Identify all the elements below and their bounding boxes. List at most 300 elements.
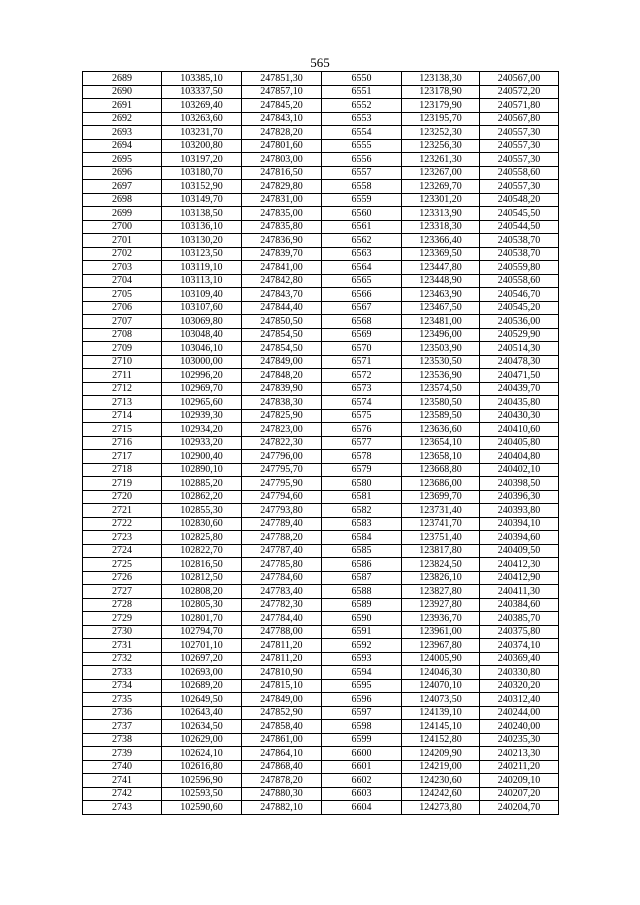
point-number-a-cell: 2706 [83,301,162,315]
point-number-b-cell: 6586 [322,558,402,572]
x-coordinate-b-cell: 123252,30 [402,126,480,140]
y-coordinate-a-cell: 247848,20 [242,369,322,383]
table-row [83,342,559,356]
y-coordinate-a-cell: 247789,40 [242,517,322,531]
point-number-a-cell: 2716 [83,436,162,450]
x-coordinate-b-cell: 123467,50 [402,301,480,315]
x-coordinate-b-cell: 123699,70 [402,490,480,504]
x-coordinate-a-cell: 102862,20 [162,490,242,504]
table-row [83,369,559,383]
y-coordinate-a-cell: 247801,60 [242,139,322,153]
point-number-b-cell: 6569 [322,328,402,342]
x-coordinate-a-cell: 102825,80 [162,531,242,545]
point-number-b-cell: 6563 [322,247,402,261]
point-number-b-cell: 6561 [322,220,402,234]
y-coordinate-a-cell: 247793,80 [242,504,322,518]
y-coordinate-b-cell: 240235,30 [480,733,559,747]
y-coordinate-a-cell: 247841,00 [242,261,322,275]
x-coordinate-b-cell: 124145,10 [402,720,480,734]
y-coordinate-a-cell: 247880,30 [242,787,322,801]
table-row [83,679,559,693]
point-number-b-cell: 6577 [322,436,402,450]
x-coordinate-b-cell: 123574,50 [402,382,480,396]
point-number-b-cell: 6574 [322,396,402,410]
table-row [83,328,559,342]
table-row [83,112,559,126]
y-coordinate-b-cell: 240240,00 [480,720,559,734]
x-coordinate-b-cell: 123448,90 [402,274,480,288]
y-coordinate-a-cell: 247783,40 [242,585,322,599]
point-number-a-cell: 2690 [83,85,162,99]
point-number-a-cell: 2739 [83,747,162,761]
point-number-b-cell: 6562 [322,234,402,248]
x-coordinate-b-cell: 123580,50 [402,396,480,410]
y-coordinate-b-cell: 240548,20 [480,193,559,207]
x-coordinate-a-cell: 102624,10 [162,747,242,761]
point-number-b-cell: 6559 [322,193,402,207]
point-number-b-cell: 6553 [322,112,402,126]
y-coordinate-b-cell: 240538,70 [480,247,559,261]
x-coordinate-b-cell: 123301,20 [402,193,480,207]
point-number-b-cell: 6580 [322,477,402,491]
table-row [83,801,559,815]
x-coordinate-b-cell: 123967,80 [402,639,480,653]
point-number-a-cell: 2738 [83,733,162,747]
point-number-a-cell: 2694 [83,139,162,153]
x-coordinate-a-cell: 103337,50 [162,85,242,99]
table-row [83,153,559,167]
x-coordinate-b-cell: 123826,10 [402,571,480,585]
x-coordinate-b-cell: 124209,90 [402,747,480,761]
point-number-a-cell: 2710 [83,355,162,369]
point-number-a-cell: 2701 [83,234,162,248]
point-number-b-cell: 6571 [322,355,402,369]
point-number-a-cell: 2731 [83,639,162,653]
y-coordinate-b-cell: 240207,20 [480,787,559,801]
point-number-a-cell: 2736 [83,706,162,720]
y-coordinate-b-cell: 240559,80 [480,261,559,275]
x-coordinate-b-cell: 123731,40 [402,504,480,518]
point-number-a-cell: 2719 [83,477,162,491]
y-coordinate-b-cell: 240209,10 [480,774,559,788]
y-coordinate-b-cell: 240558,60 [480,166,559,180]
x-coordinate-b-cell: 123481,00 [402,315,480,329]
x-coordinate-b-cell: 123751,40 [402,531,480,545]
x-coordinate-a-cell: 103048,40 [162,328,242,342]
point-number-a-cell: 2689 [83,72,162,86]
point-number-b-cell: 6573 [322,382,402,396]
y-coordinate-b-cell: 240411,30 [480,585,559,599]
point-number-b-cell: 6560 [322,207,402,221]
point-number-a-cell: 2709 [83,342,162,356]
y-coordinate-a-cell: 247815,10 [242,679,322,693]
y-coordinate-b-cell: 240514,30 [480,342,559,356]
x-coordinate-a-cell: 102934,20 [162,423,242,437]
table-row [83,234,559,248]
point-number-b-cell: 6593 [322,652,402,666]
table-row [83,382,559,396]
y-coordinate-a-cell: 247788,00 [242,625,322,639]
y-coordinate-b-cell: 240572,20 [480,85,559,99]
x-coordinate-b-cell: 123269,70 [402,180,480,194]
x-coordinate-a-cell: 102969,70 [162,382,242,396]
x-coordinate-a-cell: 102697,20 [162,652,242,666]
y-coordinate-a-cell: 247795,90 [242,477,322,491]
y-coordinate-a-cell: 247803,00 [242,153,322,167]
x-coordinate-a-cell: 103130,20 [162,234,242,248]
point-number-a-cell: 2743 [83,801,162,815]
x-coordinate-a-cell: 103149,70 [162,193,242,207]
x-coordinate-b-cell: 123256,30 [402,139,480,153]
y-coordinate-a-cell: 247831,00 [242,193,322,207]
point-number-a-cell: 2733 [83,666,162,680]
y-coordinate-b-cell: 240375,80 [480,625,559,639]
y-coordinate-a-cell: 247857,10 [242,85,322,99]
table-row [83,288,559,302]
x-coordinate-a-cell: 103046,10 [162,342,242,356]
y-coordinate-b-cell: 240536,00 [480,315,559,329]
x-coordinate-b-cell: 123179,90 [402,99,480,113]
point-number-a-cell: 2718 [83,463,162,477]
x-coordinate-b-cell: 124230,60 [402,774,480,788]
table-row [83,625,559,639]
point-number-a-cell: 2714 [83,409,162,423]
y-coordinate-a-cell: 247839,90 [242,382,322,396]
point-number-b-cell: 6552 [322,99,402,113]
point-number-b-cell: 6550 [322,72,402,86]
x-coordinate-a-cell: 103107,60 [162,301,242,315]
x-coordinate-a-cell: 102812,50 [162,571,242,585]
y-coordinate-b-cell: 240405,80 [480,436,559,450]
point-number-b-cell: 6589 [322,598,402,612]
y-coordinate-a-cell: 247854,50 [242,342,322,356]
point-number-a-cell: 2711 [83,369,162,383]
point-number-a-cell: 2703 [83,261,162,275]
y-coordinate-a-cell: 247843,10 [242,112,322,126]
table-row [83,436,559,450]
table-row [83,99,559,113]
table-row [83,585,559,599]
y-coordinate-b-cell: 240374,10 [480,639,559,653]
y-coordinate-b-cell: 240394,10 [480,517,559,531]
y-coordinate-b-cell: 240478,30 [480,355,559,369]
table-row [83,261,559,275]
y-coordinate-b-cell: 240394,60 [480,531,559,545]
table-row [83,166,559,180]
x-coordinate-a-cell: 102805,30 [162,598,242,612]
y-coordinate-a-cell: 247861,00 [242,733,322,747]
y-coordinate-b-cell: 240557,30 [480,126,559,140]
x-coordinate-b-cell: 123267,00 [402,166,480,180]
y-coordinate-b-cell: 240330,80 [480,666,559,680]
y-coordinate-b-cell: 240557,30 [480,153,559,167]
table-row [83,477,559,491]
x-coordinate-b-cell: 123658,10 [402,450,480,464]
x-coordinate-b-cell: 123824,50 [402,558,480,572]
y-coordinate-b-cell: 240435,80 [480,396,559,410]
x-coordinate-a-cell: 102830,60 [162,517,242,531]
table-row [83,720,559,734]
point-number-b-cell: 6582 [322,504,402,518]
table-row [83,423,559,437]
y-coordinate-a-cell: 247829,80 [242,180,322,194]
x-coordinate-a-cell: 102794,70 [162,625,242,639]
coordinates-table-body [83,72,559,815]
x-coordinate-a-cell: 103385,10 [162,72,242,86]
point-number-b-cell: 6598 [322,720,402,734]
x-coordinate-a-cell: 103269,40 [162,99,242,113]
point-number-b-cell: 6568 [322,315,402,329]
point-number-b-cell: 6554 [322,126,402,140]
x-coordinate-a-cell: 102693,00 [162,666,242,680]
point-number-b-cell: 6558 [322,180,402,194]
x-coordinate-b-cell: 123261,30 [402,153,480,167]
point-number-b-cell: 6594 [322,666,402,680]
table-row [83,531,559,545]
x-coordinate-b-cell: 123654,10 [402,436,480,450]
y-coordinate-b-cell: 240545,50 [480,207,559,221]
point-number-b-cell: 6556 [322,153,402,167]
x-coordinate-a-cell: 102616,80 [162,760,242,774]
point-number-a-cell: 2724 [83,544,162,558]
x-coordinate-b-cell: 124219,00 [402,760,480,774]
y-coordinate-a-cell: 247868,40 [242,760,322,774]
x-coordinate-a-cell: 102634,50 [162,720,242,734]
point-number-b-cell: 6588 [322,585,402,599]
point-number-b-cell: 6555 [322,139,402,153]
x-coordinate-a-cell: 102816,50 [162,558,242,572]
x-coordinate-b-cell: 123927,80 [402,598,480,612]
table-row [83,504,559,518]
y-coordinate-b-cell: 240571,80 [480,99,559,113]
point-number-b-cell: 6579 [322,463,402,477]
table-row [83,193,559,207]
x-coordinate-a-cell: 102593,50 [162,787,242,801]
y-coordinate-a-cell: 247839,70 [242,247,322,261]
table-row [83,666,559,680]
x-coordinate-a-cell: 103123,50 [162,247,242,261]
x-coordinate-a-cell: 102808,20 [162,585,242,599]
table-row [83,207,559,221]
x-coordinate-b-cell: 123668,80 [402,463,480,477]
x-coordinate-a-cell: 103231,70 [162,126,242,140]
x-coordinate-a-cell: 103197,20 [162,153,242,167]
x-coordinate-b-cell: 123936,70 [402,612,480,626]
point-number-a-cell: 2708 [83,328,162,342]
y-coordinate-a-cell: 247851,30 [242,72,322,86]
point-number-a-cell: 2704 [83,274,162,288]
y-coordinate-b-cell: 240567,80 [480,112,559,126]
x-coordinate-a-cell: 102596,90 [162,774,242,788]
point-number-a-cell: 2691 [83,99,162,113]
table-row [83,355,559,369]
x-coordinate-a-cell: 102996,20 [162,369,242,383]
x-coordinate-b-cell: 123686,00 [402,477,480,491]
y-coordinate-a-cell: 247864,10 [242,747,322,761]
y-coordinate-a-cell: 247811,20 [242,639,322,653]
y-coordinate-b-cell: 240529,90 [480,328,559,342]
point-number-b-cell: 6590 [322,612,402,626]
table-row [83,301,559,315]
x-coordinate-b-cell: 123138,30 [402,72,480,86]
point-number-b-cell: 6603 [322,787,402,801]
x-coordinate-b-cell: 123817,80 [402,544,480,558]
point-number-a-cell: 2692 [83,112,162,126]
x-coordinate-a-cell: 102933,20 [162,436,242,450]
y-coordinate-b-cell: 240546,70 [480,288,559,302]
x-coordinate-a-cell: 102965,60 [162,396,242,410]
y-coordinate-b-cell: 240312,40 [480,693,559,707]
point-number-a-cell: 2705 [83,288,162,302]
y-coordinate-a-cell: 247811,20 [242,652,322,666]
x-coordinate-a-cell: 103000,00 [162,355,242,369]
y-coordinate-a-cell: 247796,00 [242,450,322,464]
y-coordinate-a-cell: 247784,40 [242,612,322,626]
table-row [83,652,559,666]
x-coordinate-b-cell: 123178,90 [402,85,480,99]
x-coordinate-b-cell: 123961,00 [402,625,480,639]
point-number-b-cell: 6581 [322,490,402,504]
x-coordinate-b-cell: 124242,60 [402,787,480,801]
x-coordinate-a-cell: 102590,60 [162,801,242,815]
y-coordinate-b-cell: 240244,00 [480,706,559,720]
y-coordinate-a-cell: 247843,70 [242,288,322,302]
point-number-b-cell: 6599 [322,733,402,747]
point-number-b-cell: 6564 [322,261,402,275]
x-coordinate-b-cell: 123827,80 [402,585,480,599]
y-coordinate-a-cell: 247794,60 [242,490,322,504]
x-coordinate-b-cell: 123369,50 [402,247,480,261]
point-number-a-cell: 2700 [83,220,162,234]
y-coordinate-a-cell: 247835,00 [242,207,322,221]
table-row [83,733,559,747]
table-row [83,612,559,626]
x-coordinate-b-cell: 123463,90 [402,288,480,302]
y-coordinate-a-cell: 247825,90 [242,409,322,423]
x-coordinate-a-cell: 102629,00 [162,733,242,747]
y-coordinate-a-cell: 247795,70 [242,463,322,477]
y-coordinate-a-cell: 247836,90 [242,234,322,248]
point-number-a-cell: 2730 [83,625,162,639]
y-coordinate-b-cell: 240213,30 [480,747,559,761]
y-coordinate-a-cell: 247849,00 [242,355,322,369]
y-coordinate-a-cell: 247854,50 [242,328,322,342]
x-coordinate-a-cell: 103136,10 [162,220,242,234]
x-coordinate-b-cell: 124070,10 [402,679,480,693]
point-number-b-cell: 6567 [322,301,402,315]
table-row [83,693,559,707]
page-number: 565 [310,55,330,70]
table-row [83,598,559,612]
table-row [83,490,559,504]
y-coordinate-b-cell: 240557,30 [480,139,559,153]
table-row [83,315,559,329]
point-number-b-cell: 6576 [322,423,402,437]
y-coordinate-a-cell: 247828,20 [242,126,322,140]
table-row [83,274,559,288]
point-number-b-cell: 6572 [322,369,402,383]
table-row [83,639,559,653]
y-coordinate-a-cell: 247787,40 [242,544,322,558]
point-number-a-cell: 2721 [83,504,162,518]
x-coordinate-a-cell: 102649,50 [162,693,242,707]
point-number-b-cell: 6583 [322,517,402,531]
x-coordinate-b-cell: 124139,10 [402,706,480,720]
y-coordinate-b-cell: 240545,20 [480,301,559,315]
x-coordinate-a-cell: 102890,10 [162,463,242,477]
table-row [83,558,559,572]
y-coordinate-b-cell: 240393,80 [480,504,559,518]
point-number-b-cell: 6551 [322,85,402,99]
point-number-a-cell: 2702 [83,247,162,261]
point-number-b-cell: 6602 [322,774,402,788]
point-number-b-cell: 6575 [322,409,402,423]
point-number-a-cell: 2740 [83,760,162,774]
x-coordinate-b-cell: 123503,90 [402,342,480,356]
y-coordinate-b-cell: 240320,20 [480,679,559,693]
point-number-a-cell: 2696 [83,166,162,180]
x-coordinate-a-cell: 102939,30 [162,409,242,423]
y-coordinate-b-cell: 240204,70 [480,801,559,815]
point-number-a-cell: 2723 [83,531,162,545]
x-coordinate-b-cell: 124152,80 [402,733,480,747]
x-coordinate-a-cell: 103069,80 [162,315,242,329]
y-coordinate-a-cell: 247850,50 [242,315,322,329]
x-coordinate-a-cell: 102801,70 [162,612,242,626]
x-coordinate-a-cell: 102885,20 [162,477,242,491]
table-row [83,409,559,423]
x-coordinate-a-cell: 102701,10 [162,639,242,653]
table-row [83,463,559,477]
point-number-a-cell: 2735 [83,693,162,707]
point-number-b-cell: 6585 [322,544,402,558]
x-coordinate-a-cell: 102643,40 [162,706,242,720]
y-coordinate-a-cell: 247816,50 [242,166,322,180]
point-number-b-cell: 6587 [322,571,402,585]
y-coordinate-b-cell: 240396,30 [480,490,559,504]
y-coordinate-a-cell: 247838,30 [242,396,322,410]
point-number-a-cell: 2722 [83,517,162,531]
table-row [83,747,559,761]
point-number-b-cell: 6597 [322,706,402,720]
y-coordinate-a-cell: 247782,30 [242,598,322,612]
point-number-a-cell: 2729 [83,612,162,626]
point-number-a-cell: 2699 [83,207,162,221]
y-coordinate-b-cell: 240430,30 [480,409,559,423]
y-coordinate-a-cell: 247835,80 [242,220,322,234]
y-coordinate-a-cell: 247810,90 [242,666,322,680]
y-coordinate-a-cell: 247844,40 [242,301,322,315]
table-row [83,571,559,585]
point-number-a-cell: 2734 [83,679,162,693]
x-coordinate-a-cell: 103113,10 [162,274,242,288]
x-coordinate-a-cell: 103109,40 [162,288,242,302]
point-number-b-cell: 6592 [322,639,402,653]
y-coordinate-b-cell: 240412,30 [480,558,559,572]
x-coordinate-b-cell: 123366,40 [402,234,480,248]
y-coordinate-a-cell: 247858,40 [242,720,322,734]
x-coordinate-b-cell: 123313,90 [402,207,480,221]
point-number-a-cell: 2698 [83,193,162,207]
point-number-a-cell: 2695 [83,153,162,167]
y-coordinate-b-cell: 240369,40 [480,652,559,666]
y-coordinate-a-cell: 247823,00 [242,423,322,437]
table-row [83,517,559,531]
y-coordinate-a-cell: 247784,60 [242,571,322,585]
y-coordinate-a-cell: 247788,20 [242,531,322,545]
y-coordinate-a-cell: 247852,90 [242,706,322,720]
point-number-b-cell: 6596 [322,693,402,707]
